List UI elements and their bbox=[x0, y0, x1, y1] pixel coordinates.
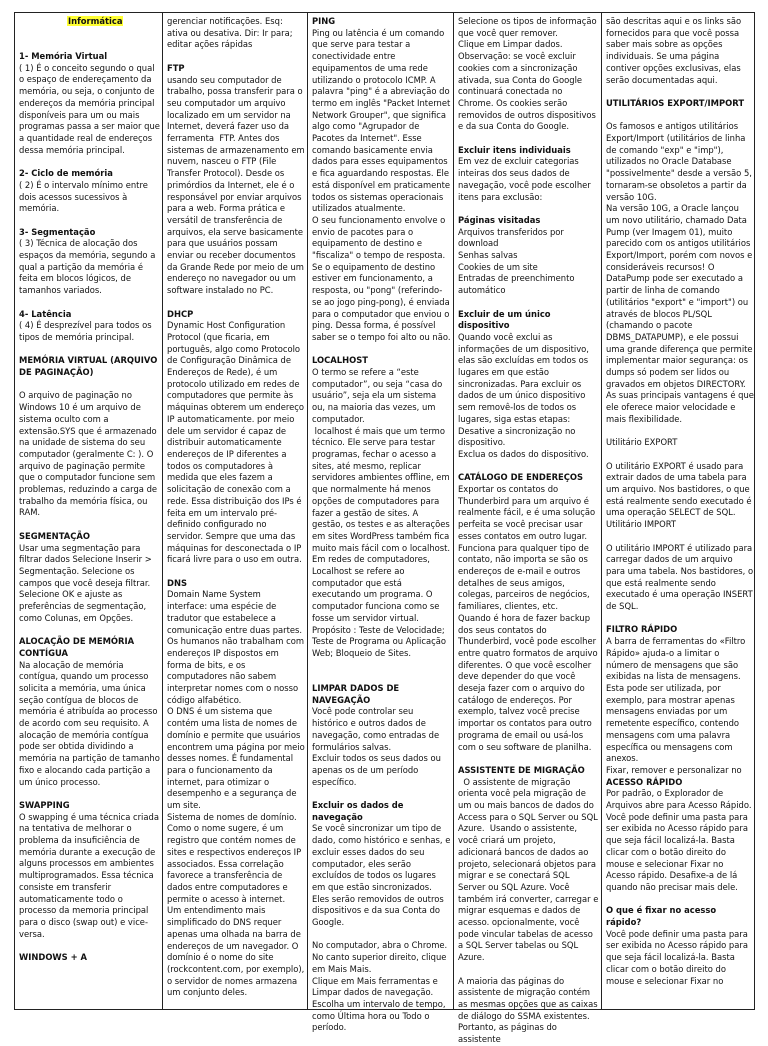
section-heading: ACESSO RÁPIDO bbox=[606, 776, 683, 787]
section-heading: 3- Segmentação bbox=[19, 226, 96, 237]
section-heading: WINDOWS + A bbox=[19, 952, 88, 963]
paragraph: Exportar os contatos do Thunderbird para um arquivo é realmente fácil, e é uma solução perfeita se você precisar usar esses contatos em outro lugar. Funciona para qualquer tipo de contato, não importa se são os endereços de e-mail e outros detalhes de seus amigos, colegas, parceiros de negócios, familiares, clientes, etc. Quando é hora de fazer backup dos seus contatos do Thunderbird, você pode escolher entre quatro formatos de arquivo diferentes. O que você escolher deve depender do que você deseja fazer com o arquivo do catálogo de endereços. Por exemplo, talvez você precise importar os contatos para outro programa de email ou usá-los com o seu software de planilha. bbox=[458, 484, 598, 752]
spacer bbox=[312, 660, 451, 672]
spacer bbox=[19, 624, 160, 636]
spacer bbox=[19, 39, 160, 51]
spacer bbox=[458, 203, 599, 215]
spacer bbox=[312, 671, 451, 683]
paragraph: Em vez de excluir categorias inteiras dos seus dados de navegação, você pode escolher itens para exclusão: bbox=[458, 156, 594, 202]
section-heading: LIMPAR DADOS DE NAVEGAÇÃO bbox=[312, 683, 403, 705]
spacer bbox=[606, 426, 754, 438]
paragraph: A maioria das páginas do assistente de migração contém as mesmas opções que as caixas de diálogo do SSMA existentes. Portanto, as páginas do assistente bbox=[458, 975, 601, 1045]
spacer bbox=[312, 929, 451, 941]
section-heading: 4- Latência bbox=[19, 308, 72, 319]
paragraph: Arquivos transferidos por download Senhas salvas Cookies de um site Entradas de preenchimento automático bbox=[458, 226, 575, 296]
spacer bbox=[167, 297, 305, 309]
section-heading: CATÁLOGO DE ENDEREÇOS bbox=[458, 472, 584, 483]
section-heading: UTILITÁRIOS EXPORT/IMPORT bbox=[606, 97, 745, 108]
column-2 bbox=[163, 13, 308, 1009]
spacer bbox=[458, 753, 599, 765]
section-heading: FILTRO RÁPIDO bbox=[606, 624, 678, 635]
paragraph: ( 3) Técnica de alocação dos espaços da memória, segundo a qual a partição da memória é feita em blocos lógicos, de tamanhos variados. bbox=[19, 238, 159, 296]
column-4 bbox=[454, 13, 602, 1045]
section-heading: FTP bbox=[167, 62, 185, 73]
spacer bbox=[606, 894, 754, 906]
section-heading: ASSISTENTE DE MIGRAÇÃO bbox=[458, 764, 585, 775]
paragraph: O termo se refere a “este computador”, ou seja “casa do usuário”, seja ela um sistema ou, na maioria das vezes, um computador. localhost é mais que um termo técnico. Ele serve para testar programas, fechar o acesso a sites, até mesmo, replicar servidores ambientes offline, em que normalmente há menos opções de computadores para fazer a gestão de sites. A gestão, os testes e as alterações em sites WordPress também fica muito mais fácil com o localhost. Em redes de computadores, Localhost se refere ao computador que está executando um programa. O computador funciona como se fosse um servidor virtual. Propósito : Teste de Velocidade; Teste de Programa ou Aplicação Web; Bloqueio de Sites. bbox=[312, 367, 451, 658]
section-heading: Excluir os dados de navegação bbox=[312, 800, 407, 822]
spacer bbox=[458, 964, 599, 976]
section-heading: Páginas visitadas bbox=[458, 214, 541, 225]
spacer bbox=[19, 297, 160, 309]
spacer bbox=[606, 86, 754, 98]
paragraph: Os famosos e antigos utilitários Export/Import (utilitários de linha de comando "exp" e "imp"), utilizados no Oracle Database "possivelmente" desde a versão 5, tornaram-se obsoletos a partir da versão 10G. Na versão 10G, a Oracle lançou um novo utilitário, chamado Data Pump (ver Imagem 01), muito parecido com os antigos utilitários Export/Import, porém com novos e consideráveis recursos! O DataPump pode ser executado a partir de linha de comando (utilitários "export" e "import") ou através de blocos PL/SQL (chamando o pacote DBMS_DATAPUMP), e ele possui uma grande diferença que permite implementar maior segurança: os dumps só podem ser lidos ou gravados em objetos DIRECTORY. As suas principais vantagens é que ele oferece maior velocidade e mais flexibilidade. bbox=[606, 121, 754, 424]
spacer bbox=[606, 449, 754, 461]
section-heading: PING bbox=[312, 16, 336, 26]
paragraph: O assistente de migração orienta você pela migração de um ou mais bancos de dados do Access para o SQL Server ou SQL Azure. Usando o assistente, você criará um projeto, adicionará bancos de dados ao projeto, selecionará objetos para migrar e se conectará SQL Server ou SQL Azure. Você também irá converter, carregar e migrar esquemas e dados de acesso. opcionalmente, você pode vincular tabelas de acesso a SQL Server tabelas ou SQL Azure. bbox=[458, 776, 602, 963]
section-heading: SWAPPING bbox=[19, 799, 70, 810]
paragraph: Por padrão, o Explorador de Arquivos abre para Acesso Rápido. Você pode definir uma pasta para ser exibida no Acesso rápido para que seja fácil localizá-la. Basta clicar com o botão direito do mouse e selecionar Fixar no Acesso rápido. Desafixe-a de lá quando não precisar mais dele. bbox=[606, 788, 755, 892]
paragraph: Você pode controlar seu histórico e outros dados de navegação, como entradas de formulários salvas. Excluir todos os seus dados ou apenas os de um período específico. bbox=[312, 706, 441, 787]
section-heading: Excluir de um único dispositivo bbox=[458, 308, 554, 331]
paragraph: Selecione os tipos de informação que você quer remover. Clique em Limpar dados. Observação: se você excluir cookies com a sincronização ativada, sua Conta do Google continuará conectada no Chrome. Os cookies serão removidos de outros dispositivos e da sua Conta do Google. bbox=[458, 16, 597, 132]
spacer bbox=[19, 28, 160, 40]
paragraph: Usar uma segmentação para filtrar dados Selecione Inserir > Segmentação. Selecione os campos que você deseja filtrar. Selecione OK e ajuste as preferências de segmentação, como Colunas, em Opções. bbox=[19, 542, 155, 623]
section-heading: DHCP bbox=[167, 308, 194, 319]
spacer bbox=[606, 531, 754, 543]
section-heading: LOCALHOST bbox=[312, 355, 368, 366]
section-heading: Excluir itens individuais bbox=[458, 144, 571, 155]
paragraph: O utilitário EXPORT é usado para extrair dados de uma tabela para um arquivo. Nos bastidores, o que está realmente sendo executado é uma operação SELECT de SQL. Utilitário IMPORT bbox=[606, 460, 752, 530]
paragraph: usando seu computador de trabalho, possa transferir para o seu computador um arquivo localizado em um servidor na Internet, deverá fazer uso da ferramenta FTP. Antes dos sistemas de armazenamento em nuvem, nasceu o FTP (File Transfer Protocol). Desde os primórdios da Internet, ele é o responsável por enviar arquivos para a web. Forma prática e versátil de transferência de arquivos, ela serve basicamente para que usuários possam enviar ou receber documentos da Grande Rede por meio de um endereço no navegador ou um software instalado no PC. bbox=[167, 74, 308, 296]
spacer bbox=[458, 133, 599, 145]
spacer bbox=[606, 110, 754, 122]
paragraph: Você pode definir uma pasta para ser exibida no Acesso rápido para que seja fácil localizá-la. Basta clicar com o botão direito do mouse e selecionar Fixar no bbox=[606, 928, 751, 986]
paragraph: ( 1) É o conceito segundo o qual o espaço de endereçamento da memória, ou seja, o conjunto de endereços da memória principal disponíveis para um ou mais programas passa a ser maior que a quantidade real de endereços dessa memória principal. bbox=[19, 62, 163, 155]
paragraph: ( 4) É desprezível para todos os tipos de memória principal. bbox=[19, 320, 155, 342]
spacer bbox=[19, 379, 160, 391]
paragraph: Utilitário EXPORT bbox=[606, 437, 678, 448]
spacer bbox=[19, 788, 160, 800]
paragraph: Quando você exclui as informações de um dispositivo, elas são excluídas em todos os lugares em que estão sincronizadas. Para excluir os dados de um único dispositivo sem removê-los de todos os lugares, siga estas etapas: Desative a sincronização no dispositivo. Exclua os dados do dispositivo. bbox=[458, 331, 589, 459]
paragraph: ( 2) É o intervalo mínimo entre dois acessos sucessivos à memória. bbox=[19, 179, 151, 214]
paragraph: Domain Name System interface: uma espécie de tradutor que estabelece a comunicação entre duas partes. Os humanos não trabalham com endereços IP dispostos em forma de bits, e os computadores não sabem interpretar nomes com o nosso código alfabético. O DNS é um sistema que contém uma lista de nomes de domínio e permite que usuários encontrem uma página por meio desses nomes. É fundamental para o funcionamento da internet, para otimizar o desempenho e a segurança de um site. Sistema de nomes de domínio. Como o nome sugere, é um registro que contém nomes de sites e respectivos endereços IP associados. Essa correlação favorece a transferência de dados entre computadores e permite o acesso à internet. Um entendimento mais simplificado do DNS requer apenas uma olhada na barra de endereços de um navegador. O domínio é o nome do site (rockcontent.com, por exemplo), o servidor de nomes armazena um conjunto deles. bbox=[167, 589, 305, 998]
paragraph: O swapping é uma técnica criada na tentativa de melhorar o problema da insuficiência de memória durante a execução de alguns processos em ambientes multiprogramados. Essa técnica consiste em transferir automaticamente todo o processo da memoria principal para o disco (swap out) e vice-versa. bbox=[19, 811, 162, 939]
paragraph: Se você sincronizar um tipo de dado, como histórico e senhas, e excluir esses dados do seu computador, eles serão excluídos de todos os lugares em que estão sincronizados. Eles serão removidos de outros dispositivos e da sua Conta do Google. bbox=[312, 823, 454, 928]
spacer bbox=[167, 566, 305, 578]
column-1 bbox=[15, 13, 163, 1009]
spacer bbox=[167, 51, 305, 63]
section-heading: O que é fixar no acesso rápido? bbox=[606, 905, 720, 928]
spacer bbox=[19, 156, 160, 168]
paragraph: são descritas aqui e os links são fornecidos para que você possa saber mais sobre as opções individuais. Se uma página contiver opções exclusivas, elas serão documentadas aqui. bbox=[606, 16, 744, 85]
paragraph: A barra de ferramentas do «Filtro Rápido» ajuda-o a limitar o número de mensagens que são exibidas na lista de mensagens. Esta pode ser utilizada, por exemplo, para mostrar apenas mensagens enviadas por um remetente específico, contendo mensagens com uma palavra específica ou mensagens com anexos. Fixar, remover e personalizar no bbox=[606, 636, 746, 775]
paragraph: Na alocação de memória contígua, quando um processo solicita a memória, uma única seção contígua de blocos de memória é atribuída ao processo de acordo com seu requisito. A alocação de memória contígua pode ser obtida dividindo a memória na partição de tamanho fixo e alocando cada partição a um único processo. bbox=[19, 659, 163, 787]
column-3 bbox=[308, 13, 454, 1033]
paragraph: Dynamic Host Configuration Protocol (que ficaria, em português, algo como Protocolo de Configuração Dinâmica de Endereços de Rede), é um protocolo utilizado em redes de computadores que permite às máquinas obterem um endereço IP automaticamente. por meio dele um servidor é capaz de distribuir automaticamente endereços de IP diferentes a todos os computadores à medida que eles fazem a solicitação de conexão com a rede. Essa distribuição dos IPs é feita em um intervalo pré-definido configurado no servidor. Sempre que uma das máquinas for desconectada o IP ficará livre para o uso em outra. bbox=[167, 320, 307, 565]
section-heading: ALOCAÇÃO DE MEMÓRIA CONTÍGUA bbox=[19, 636, 137, 658]
notes-page bbox=[14, 12, 756, 1045]
section-heading: 1- Memória Virtual bbox=[19, 51, 108, 62]
spacer bbox=[19, 215, 160, 227]
paragraph: O arquivo de paginação no Windows 10 é um arquivo de sistema oculto com a extensão.SYS que é armazenado na unidade de sistema do seu computador (geralmente C: ). O arquivo de paginação permite que o computador funcione sem problemas, reduzindo a carga de trabalho da memória física, ou RAM. bbox=[19, 390, 160, 518]
section-heading: SEGMENTAÇÃO bbox=[19, 530, 90, 541]
spacer bbox=[312, 788, 451, 800]
document-title bbox=[19, 16, 160, 28]
spacer bbox=[458, 461, 599, 473]
paragraph: No computador, abra o Chrome. No canto superior direito, clique em Mais Mais. Clique em Mais ferramentas e Limpar dados de navegação. Escolha um intervalo de tempo, como Última hora ou Todo o período. bbox=[312, 940, 448, 1033]
section-heading: DNS bbox=[167, 577, 187, 588]
spacer bbox=[606, 613, 754, 625]
paragraph: O utilitário IMPORT é utilizado para carregar dados de um arquivo para uma tabela. Nos bastidores, o que está realmente sendo executado é uma operação INSERT de SQL. bbox=[606, 542, 756, 612]
section-heading: 2- Ciclo de memória bbox=[19, 168, 113, 179]
section-heading: MEMÓRIA VIRTUAL (ARQUIVO DE PAGINAÇÃO) bbox=[19, 355, 161, 377]
spacer bbox=[458, 297, 599, 309]
spacer bbox=[19, 940, 160, 952]
column-5 bbox=[602, 13, 756, 1009]
spacer bbox=[312, 344, 451, 356]
paragraph: Ping ou latência é um comando que serve para testar a conectividade entre equipamentos de uma rede utilizando o protocolo ICMP. A palavra "ping" é a abreviação do termo em inglês "Packet Internet Network Grouper", que significa algo como "Agrupador de Pacotes da Internet". Esse comando basicamente envia dados para esses equipamentos e fica aguardando respostas. Ele está disponível em praticamente todos os sistemas operacionais utilizados atualmente. O seu funcionamento envolve o envio de pacotes para o equipamento de destino e "fiscaliza" o tempo de resposta. Se o equipamento de destino estiver em funcionamento, a resposta, ou "pong" (referindo-se ao jogo ping-pong), é enviada para o computador que enviou o ping. Dessa forma, é possível saber se o tempo foi alto ou não. bbox=[312, 27, 451, 342]
title-highlight: Informática bbox=[68, 16, 123, 26]
spacer bbox=[19, 344, 160, 356]
spacer bbox=[19, 519, 160, 531]
paragraph: gerenciar notificações. Esq: ativa ou desativa. Dir: Ir para; editar ações rápidas bbox=[167, 16, 296, 50]
